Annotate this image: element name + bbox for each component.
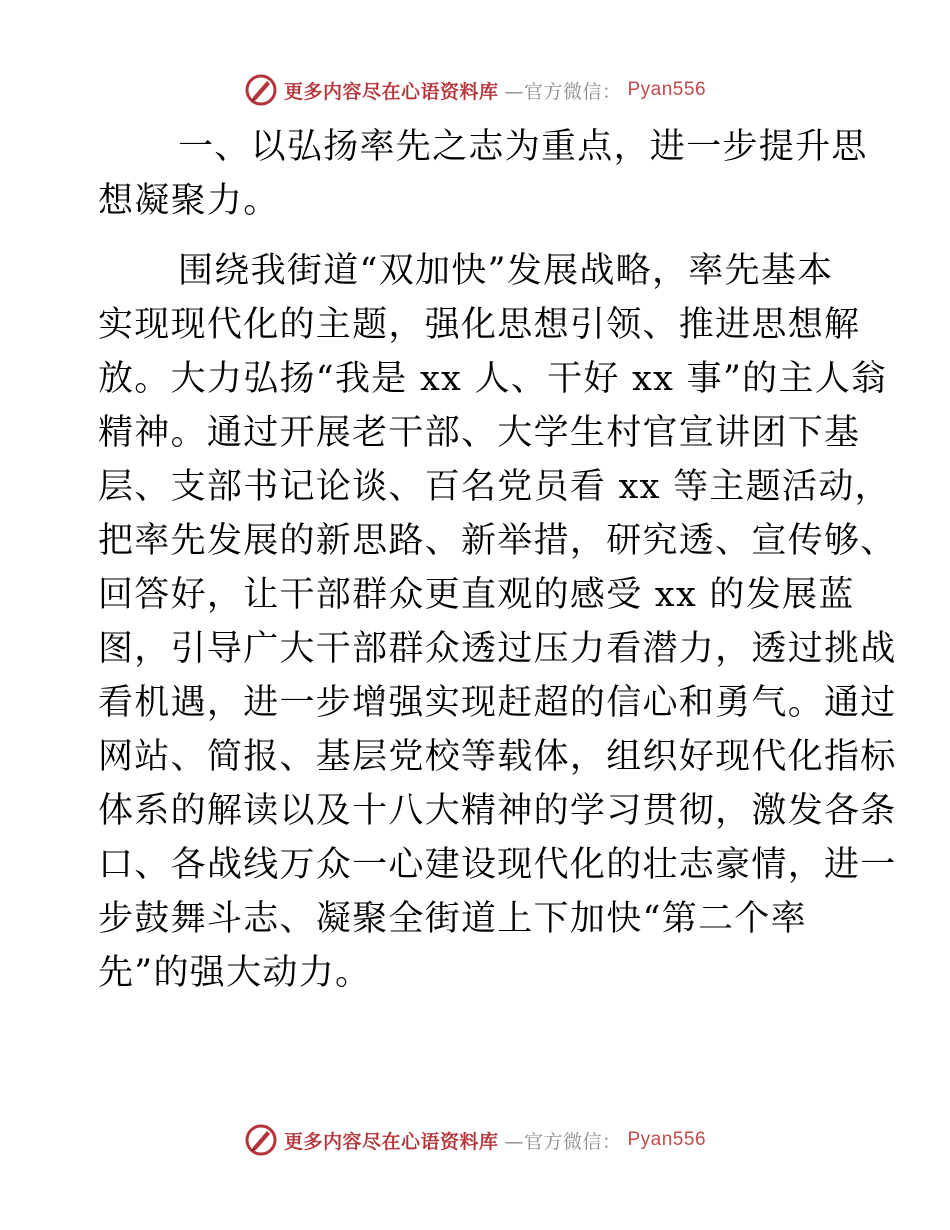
body-line: 回答好，让干部群众更直观的感受 xx 的发展蓝 <box>98 575 855 615</box>
body-line: 围绕我街道“双加快”发展战略，率先基本 <box>178 251 834 291</box>
body-line: 图，引导广大干部群众透过压力看潜力，透过挑战 <box>98 629 897 669</box>
body-line: 先”的强大动力。 <box>98 953 372 993</box>
brand-logo-icon <box>244 1123 278 1157</box>
document-body <box>98 120 897 1000</box>
body-line: 看机遇，进一步增强实现赶超的信心和勇气。通过 <box>98 683 897 723</box>
body-line: 层、支部书记论谈、百名党员看 xx 等主题活动， <box>98 467 891 507</box>
body-line: 放。大力弘扬“我是 xx 人、干好 xx 事”的主人翁 <box>98 359 888 399</box>
heading-line-2: 想凝聚力。 <box>98 181 280 221</box>
banner-text-main: 更多内容尽在心语资料库 <box>283 80 499 103</box>
body-line: 网站、简报、基层党校等载体，组织好现代化指标 <box>98 737 897 777</box>
banner-text-account: Pyan556 <box>627 1129 707 1150</box>
banner-text-account: Pyan556 <box>627 79 707 100</box>
banner-text-wechat: —官方微信： <box>504 80 622 103</box>
body-line: 口、各战线万众一心建设现代化的壮志豪情，进一 <box>98 845 897 885</box>
body-line: 步鼓舞斗志、凝聚全街道上下加快“第二个率 <box>98 899 807 939</box>
paragraph-gap <box>98 228 858 244</box>
banner-text-main: 更多内容尽在心语资料库 <box>283 1130 499 1153</box>
watermark-banner-top <box>0 70 950 110</box>
watermark-banner-bottom <box>0 1120 950 1160</box>
banner-text-wechat: —官方微信： <box>504 1130 622 1153</box>
body-line: 体系的解读以及十八大精神的学习贯彻，激发各条 <box>98 791 897 831</box>
body-line: 精神。通过开展老干部、大学生村官宣讲团下基 <box>98 413 861 453</box>
body-line: 实现现代化的主题，强化思想引领、推进思想解 <box>98 305 861 345</box>
body-line: 把率先发展的新思路、新举措，研究透、宣传够、 <box>98 521 897 561</box>
brand-logo-icon <box>244 73 278 107</box>
heading-line-1: 一、以弘扬率先之志为重点，进一步提升思 <box>178 127 868 167</box>
